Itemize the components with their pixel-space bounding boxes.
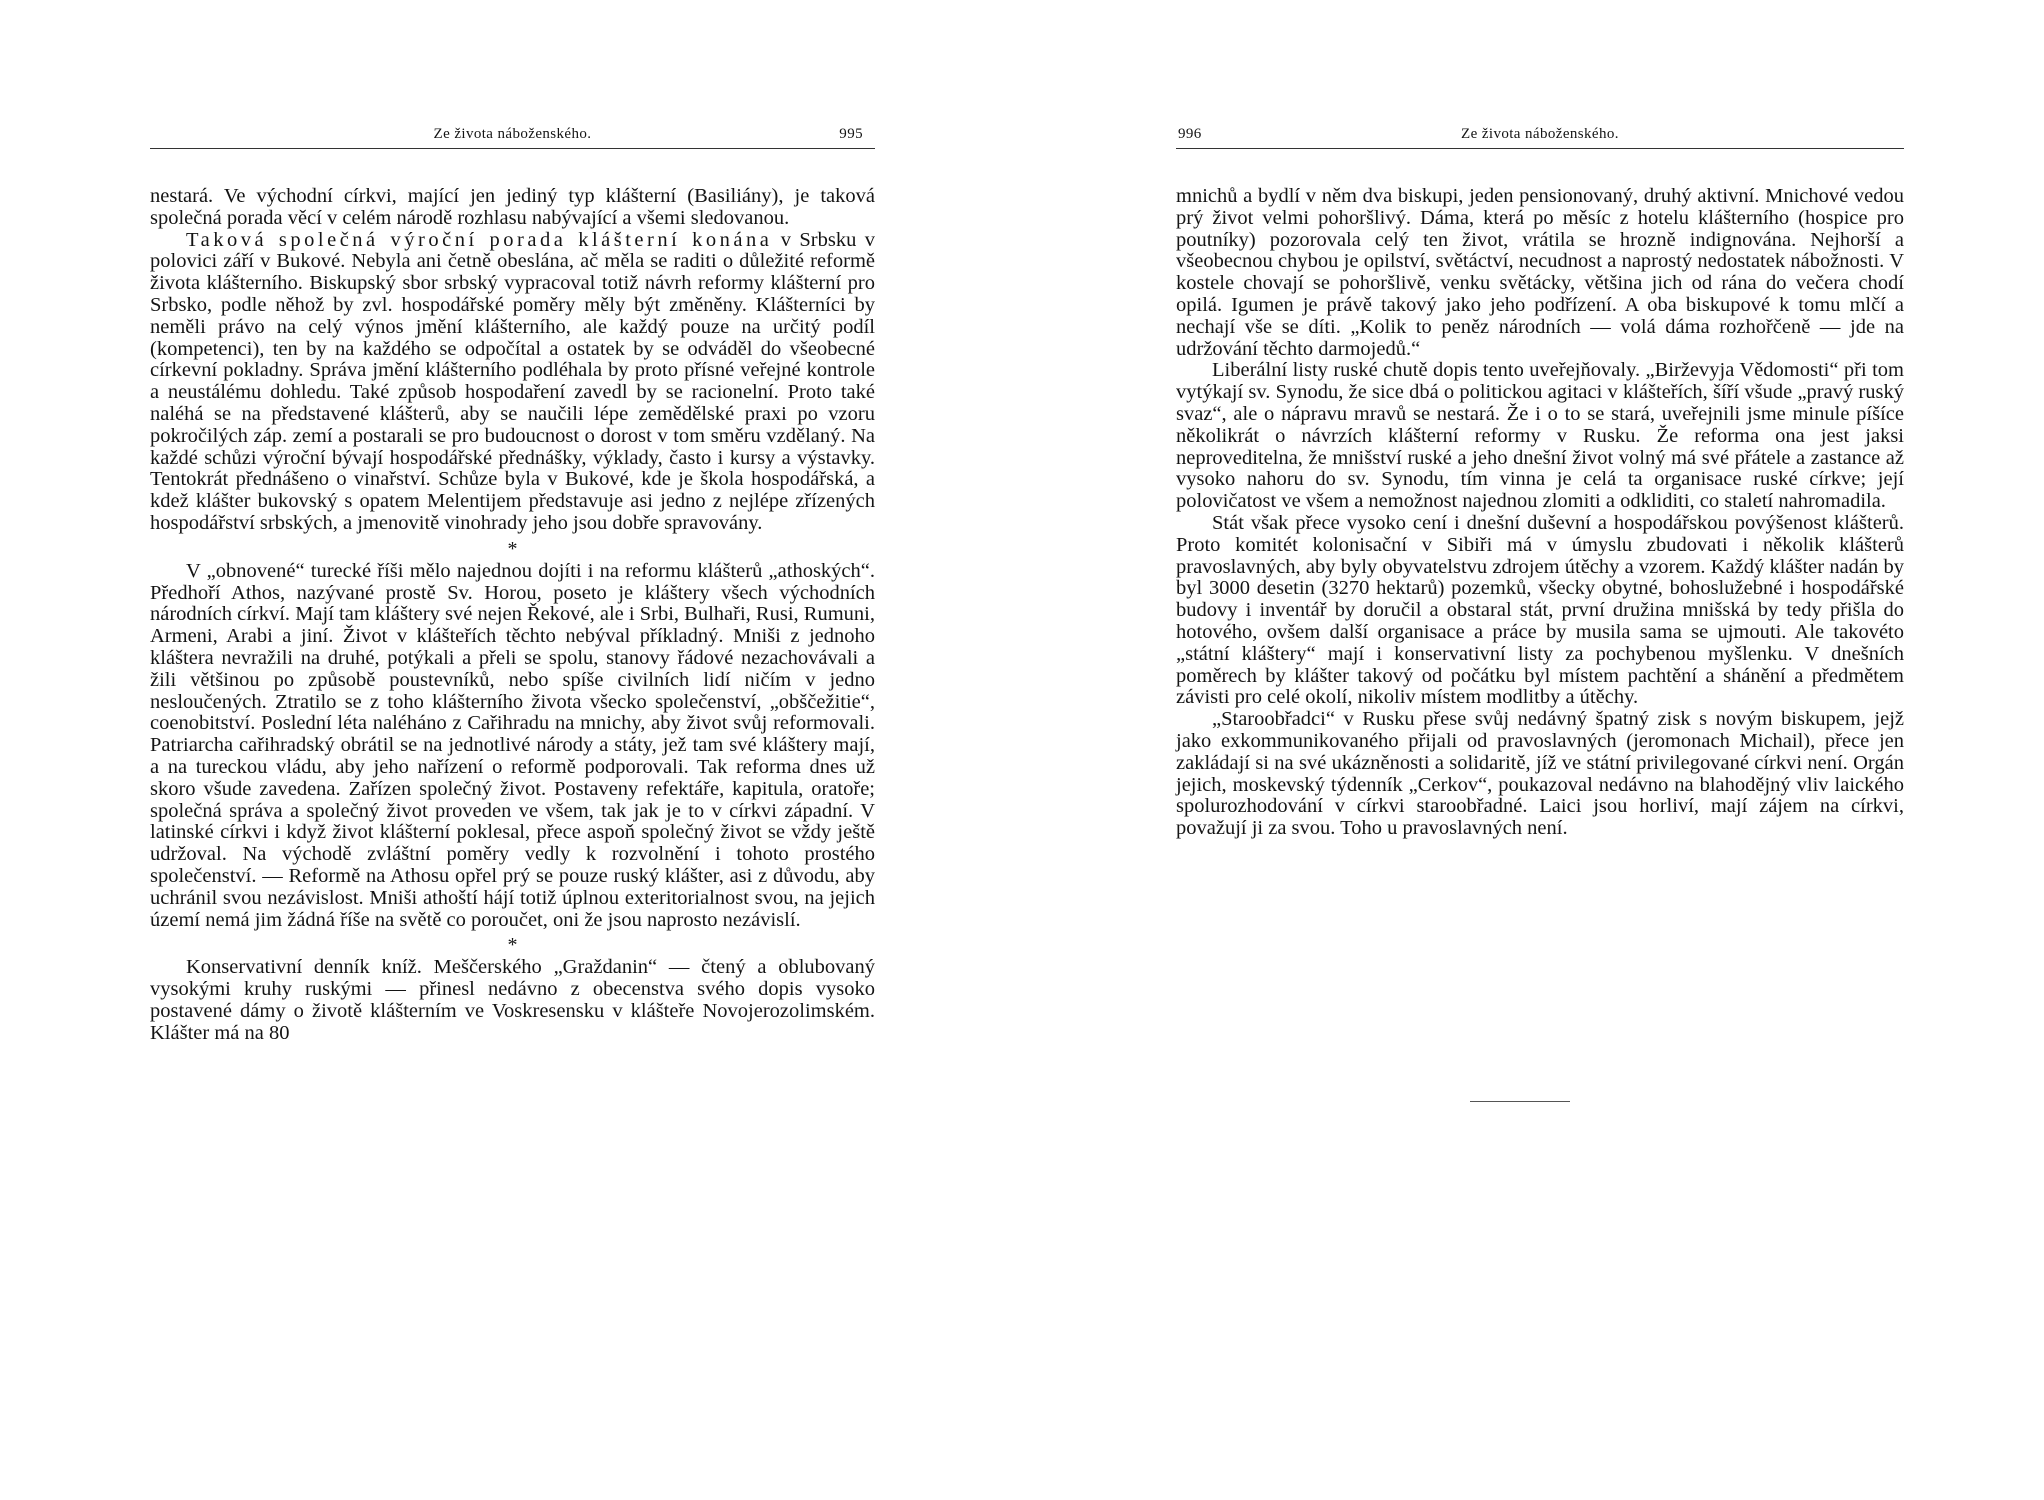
left-paragraph-1-text: nestará. Ve východní církvi, mající jen jediný typ klášterní (Basiliány), je taková společná porada věcí v celém národě rozhlasu nabývající a všemi sledovanou. (150, 185, 875, 229)
section-divider-star: * (507, 537, 518, 560)
left-paragraph-3 (150, 561, 875, 932)
left-paragraph-2-lead: Taková společná výroční porada klášterní konána (186, 228, 773, 251)
section-divider-star: * (507, 934, 518, 957)
right-paragraph-3-text: Stát však přece vysoko cení i dnešní duševní a hospodářskou povýšenost klášterů. Proto komitét kolonisační v Sibiři má v úmyslu zbudovati i několik klášterů pravoslavných, aby byly obyvatelstvu zdrojem útěchy a vzorem. Každý klášter nadán by byl 3000 desetin (3270 hektarů) pozemků, všecky obytné, bohoslužebné i hospodářské budovy i inventář by doručil a obstaral stát, první družina mnišská by tedy přišla do hotového, ovšem další organisace a práce by musila sama se ujmouti. Ale takovéto „státní kláštery“ mají i konservativní listy za pochybenou myšlenku. V dnešních poměrech by klášter takový od počátku byl místem pachtění a shánění a předmětem závisti pro celé okolí, nikoliv místem modlitby a útěchy. (1176, 511, 1904, 709)
right-page-body (1176, 186, 1904, 840)
left-paragraph-2 (150, 230, 875, 535)
end-of-section-rule (1470, 1101, 1570, 1102)
left-page-body (150, 186, 875, 1044)
right-paragraph-2-text: Liberální listy ruské chutě dopis tento uveřejňovaly. „Birževyja Vědomosti“ při tom vytýkají sv. Synodu, že sice dbá o politickou agitaci v klášteřích, šíří všude „pravý ruský svaz“, ale o nápravu mravů se nestará. Že i o to se stará, uveřejnili jsme minule píšíce několikrát o návrzích klášterní reformy v Rusku. Že reforma ona jest jaksi neproveditelna, že mnišství ruské a jeho dnešní život volný má své přátele a zastance až vysoko nahoru do sv. Synodu, tím vinna je celá ta organisace ruské církve; její polovičatost ve všem a nemožnost najednou zlomiti a odkliditi, co staletí nahromadila. (1176, 359, 1904, 513)
right-paragraph-1 (1176, 186, 1904, 360)
left-paragraph-4-text: Konservativní denník kníž. Meščerského „Graždanin“ — čtený a oblubovaný vysokými kruhy ruskými — přinesl nedávno z obecenstva svého dopis vysoko postavené dámy o životě klášterním ve Voskresensku v klášteře Novojerozolimském. Klášter má na 80 (150, 956, 875, 1044)
right-paragraph-1-text: mnichů a bydlí v něm dva biskupi, jeden pensionovaný, druhý aktivní. Mnichové vedou prý život velmi pohoršlivý. Dáma, která po měsíc z hotelu klášterního (hospice pro poutníky) pozorovala celý ten život, vrátila se hrozně indignována. Nejhorší a všeobecnou chybou je opilství, světáctví, necudnost a naprostý nedostatek nábožnosti. V kostele chovají se pohoršlivě, venku světácky, většina jich od rána do večera chodí opilá. Igumen je právě takový jako jeho podřízení. A oba biskupové k tomu mlčí a nechají vše se díti. „Kolik to peněz národních — volá dáma rozhořčeně — jde na udržování těchto darmojedů.“ (1176, 185, 1904, 360)
right-paragraph-3 (1176, 513, 1904, 709)
left-paragraph-1 (150, 186, 875, 230)
left-page-number: 995 (839, 126, 863, 142)
right-paragraph-4-text: „Staroobřadci“ v Rusku přese svůj nedávný špatný zisk s novým biskupem, jejž jako exkommunikovaného přijali od pravoslavných (jeromonach Michail), přece jen zakládají si na své ukázněnosti a solidaritě, jíž ve státní privilegované církvi není. Orgán jejich, moskevský týdenník „Cerkov“, poukazoval nedávno na blahodějný vliv laického spolurozhodování v církvi staroobřadné. Laici jsou horliví, mají zájem na církvi, považují ji za svou. Toho u pravoslavných není. (1176, 708, 1904, 840)
right-running-title: Ze života náboženského. (1461, 126, 1619, 142)
left-paragraph-4 (150, 957, 875, 1044)
right-page-number: 996 (1178, 126, 1202, 142)
left-running-head (150, 124, 875, 149)
right-running-head (1176, 124, 1904, 149)
right-paragraph-4 (1176, 709, 1904, 840)
left-paragraph-2-text: v Srbsku v polovici září v Bukové. Nebyla ani četně obeslána, ač měla se raditi o důležité reformě života klášterního. Biskupský sbor srbský vypracoval totiž návrh reformy klášterní pro Srbsko, podle něhož by zvl. hospodářské poměry měly být změněny. Klášterníci by neměli právo na celý výnos jmění klášterního, ale každý pouze na určitý podíl (kompetenci), ten by na každého se odpočítal a ostatek by se odváděl do všeobecné církevní pokladny. Správa jmění klášterního podléhala by proto přísné veřejné kontrole a neustálému dohledu. Také způsob hospodaření zavedl by se racionelní. Proto také naléhá se na představené klášterů, aby se naučili lépe zemědělské praxi po vzoru pokročilých záp. zemí a postarali se pro budoucnost o dorost v tom směru vzdělaný. Na každé schůzi výroční bývají hospodářské přednášky, výklady, často i kursy a výstavky. Tentokrát přednášeno o vinařství. Schůze byla v Bukové, kde je škola hospodářská, a kdež klášter bukovský s opatem Melentijem představuje asi jedno z nejlépe zřízených hospodářství srbských, a jmenovitě vinohrady jeho jsou dobře spravovány. (150, 228, 875, 534)
left-running-title: Ze života náboženského. (433, 126, 592, 142)
left-paragraph-3-text: V „obnovené“ turecké říši mělo najednou dojíti i na reformu klášterů „athoských“. Předhoří Athos, nazývané prostě Sv. Horou, poseto je kláštery všech východních národních církví. Mají tam kláštery své nejen Řekové, ale i Srbi, Bulhaři, Rusi, Rumuni, Armeni, Arabi a jiní. Život v klášteřích těchto nebýval příkladný. Mniši z jednoho kláštera nevražili na druhé, potýkali a přeli se spolu, stanovy řádové nezachovávali a žili většinou po způsobě poustevníků, nebo spíše civilních lidí ničím v jedno nesloučených. Ztratilo se z toho klášterního života všecko společenství, „obščežitie“, coenobitství. Poslední léta naléháno z Cařihradu na mnichy, aby život svůj reformovali. Patriarcha cařihradský obrátil se na jednotlivé národy a státy, jež tam své kláštery mají, a na tureckou vládu, aby jeho nařízení o reformě podporovali. Tak reforma dnes už skoro všude zavedena. Zařízen společný život. Postaveny refektáře, kapitula, oratoře; společná správa a společný život proveden ve všem, tak jak je to v církvi západní. V latinské církvi i když život klášterní poklesal, přece aspoň společný život se vždy ještě udržoval. Na východě zvláštní poměry vedly k rozvolnění i tohoto prostého společenství. — Reformě na Athosu opřel prý se pouze ruský klášter, asi z důvodu, aby uchránil svou nezávislost. Mniši athoští hájí totiž úplnou exteritorialnost svou, na jejich území nemá jim žádná říše na světě co poroučet, oni že jsou naprosto nezávislí. (150, 559, 875, 931)
right-paragraph-2 (1176, 360, 1904, 513)
